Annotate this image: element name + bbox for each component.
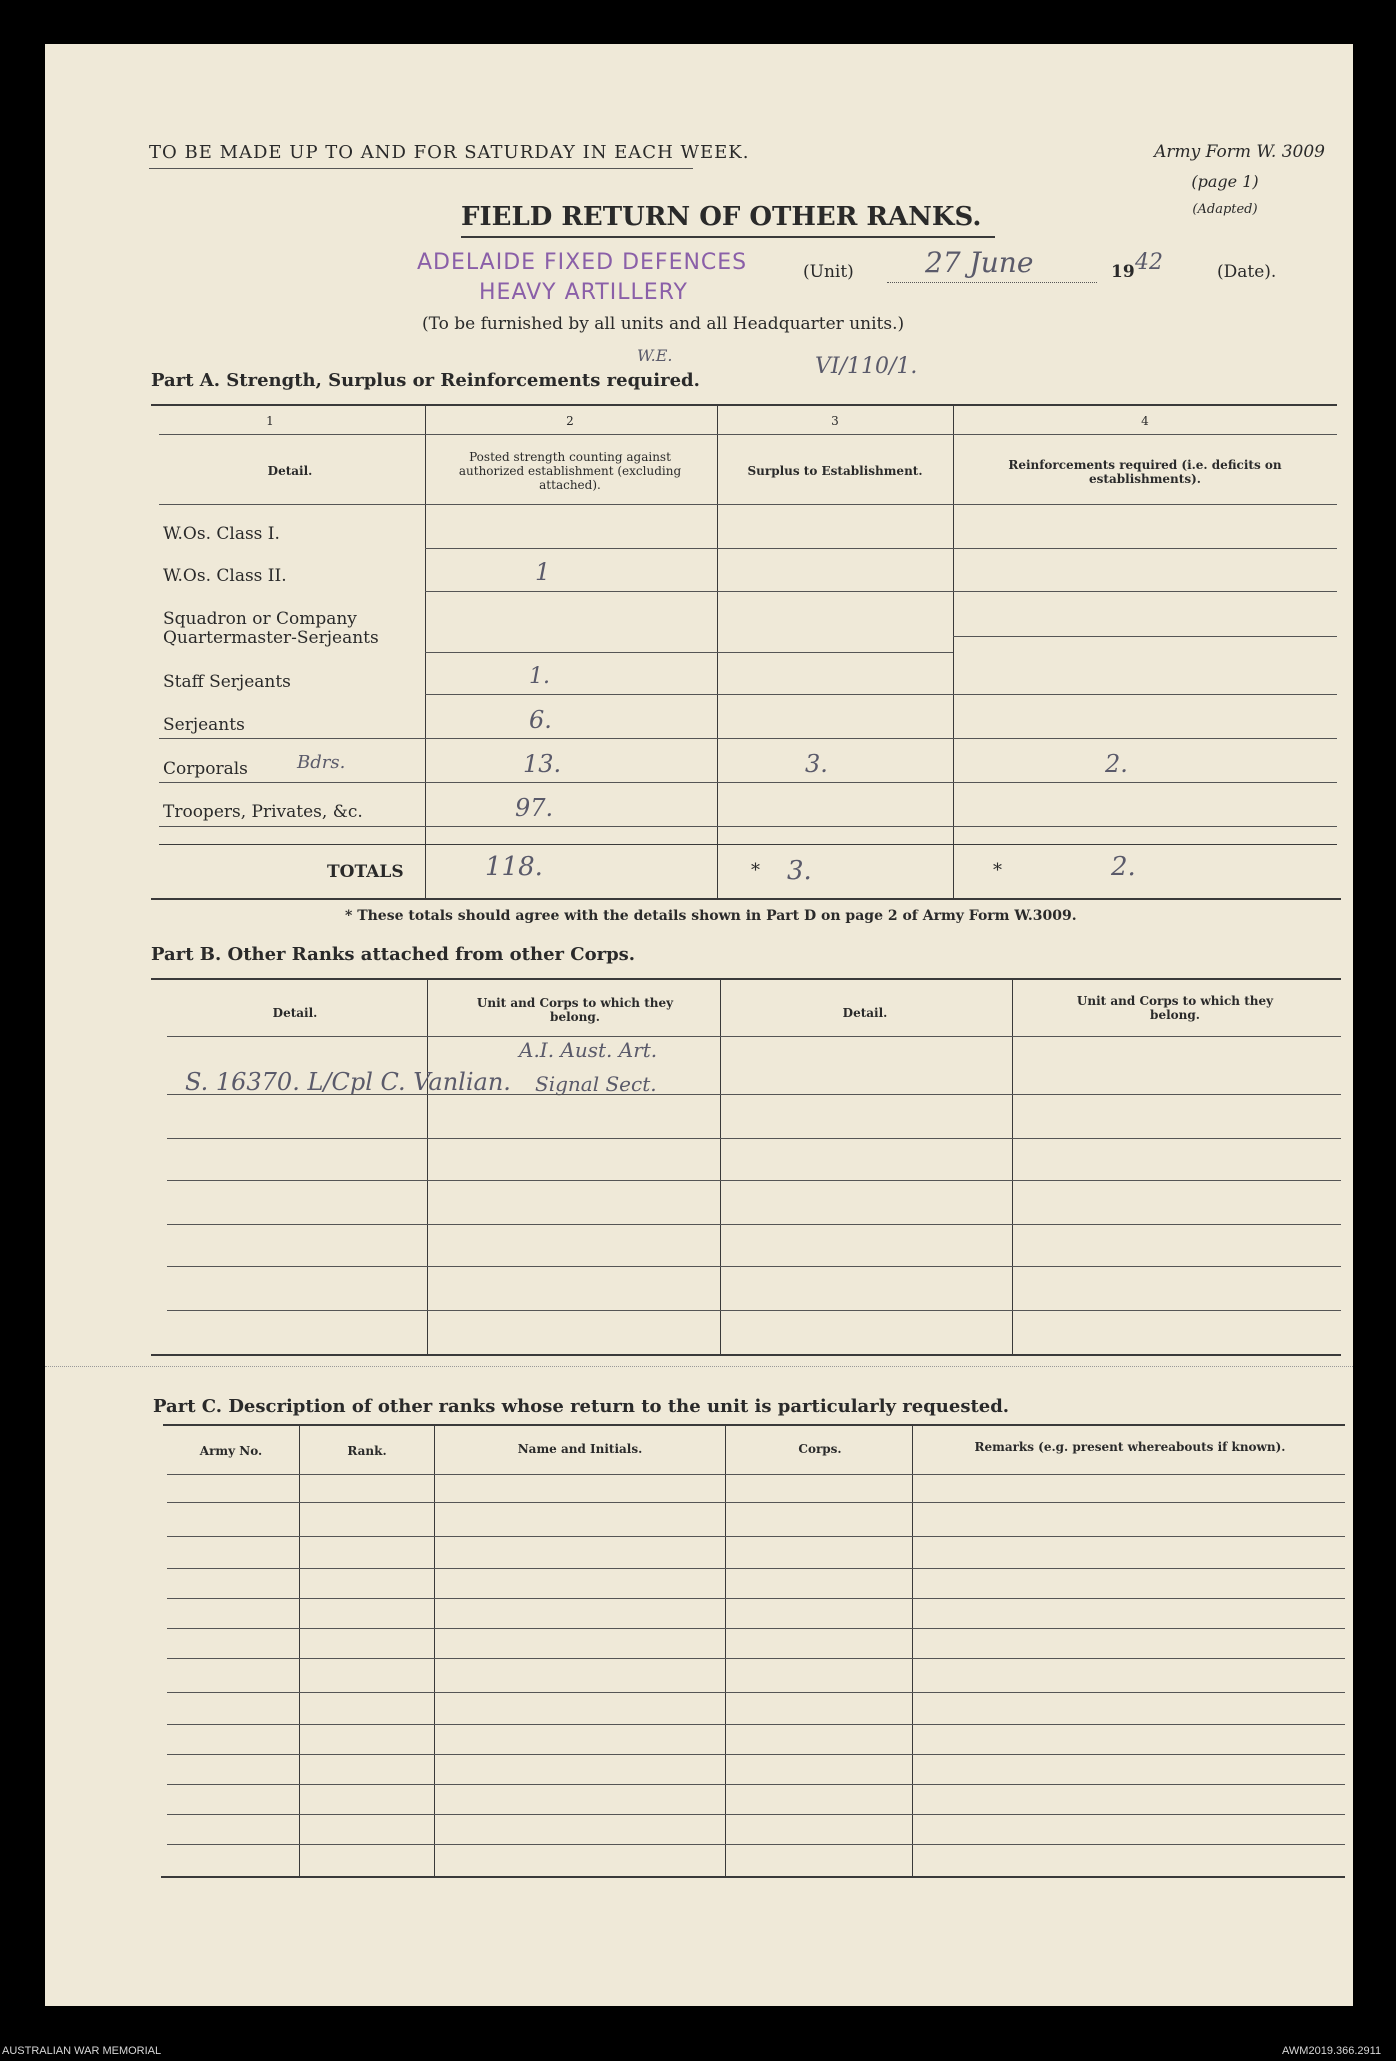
part-b-rule: [167, 1094, 1341, 1095]
title-underline: [461, 236, 995, 238]
posted-value: 13.: [523, 750, 562, 778]
reinforcement-value: 2.: [1105, 750, 1128, 778]
part-c-rule: [167, 1536, 1345, 1537]
instruction-line: TO BE MADE UP TO AND FOR SATURDAY IN EACH WEEK.: [149, 142, 750, 163]
col-number: 4: [1141, 414, 1149, 428]
attached-entry-unit: A.I. Aust. Art.: [519, 1038, 658, 1062]
form-title: FIELD RETURN OF OTHER RANKS.: [461, 202, 982, 232]
part-a-rule: [159, 738, 1337, 739]
furnish-note: (To be furnished by all units and all Headquarter units.): [422, 314, 905, 334]
part-a-col-divider: [717, 404, 718, 898]
unit-label: (Unit): [803, 262, 854, 282]
part-c-header-corps: Corps.: [798, 1442, 842, 1456]
part-b-rule: [167, 1180, 1341, 1181]
row-detail: W.Os. Class II.: [163, 566, 287, 586]
unit-stamp-line1: ADELAIDE FIXED DEFENCES: [417, 250, 748, 275]
part-b-col-divider: [427, 978, 428, 1354]
surplus-value: 3.: [805, 750, 828, 778]
part-b-rule: [167, 1138, 1341, 1139]
part-a-rule: [953, 694, 1337, 695]
ref-handwritten: VI/110/1.: [815, 354, 918, 379]
bdrs-note: Bdrs.: [297, 752, 346, 773]
part-c-rule: [167, 1658, 1345, 1659]
part-c-top-rule: [163, 1424, 1345, 1426]
totals-posted: 118.: [485, 852, 543, 882]
we-handwritten: W.E.: [637, 346, 673, 365]
part-a-rule: [159, 504, 1337, 505]
part-a-rule: [159, 782, 1337, 783]
totals-surplus: 3.: [787, 856, 812, 886]
totals-reinforcements: 2.: [1111, 852, 1136, 882]
form-number: Army Form W. 3009: [1154, 142, 1325, 162]
part-c-header-name: Name and Initials.: [517, 1442, 643, 1456]
part-a-top-rule: [151, 404, 1337, 406]
row-detail: Troopers, Privates, &c.: [163, 802, 363, 822]
part-c-col-divider: [725, 1424, 726, 1876]
totals-footnote: * These totals should agree with the details shown in Part D on page 2 of Army Form W.3009.: [345, 908, 1077, 924]
form-adapted: (Adapted): [1192, 202, 1258, 217]
posted-value: 6.: [529, 706, 552, 734]
part-a-rule: [159, 434, 1337, 435]
attached-entry-unit: Signal Sect.: [535, 1072, 657, 1096]
part-a-rule: [953, 636, 1337, 637]
part-c-col-divider: [299, 1424, 300, 1876]
year-prefix: 19: [1111, 262, 1135, 282]
part-b-bottom-rule: [151, 1354, 1341, 1356]
part-a-rule: [159, 826, 1337, 827]
part-b-col-divider: [1012, 978, 1013, 1354]
col-number: 1: [266, 414, 274, 428]
part-c-header-remarks: Remarks (e.g. present whereabouts if known).: [974, 1440, 1286, 1454]
part-c-rule: [167, 1628, 1345, 1629]
part-a-rule: [425, 548, 1337, 549]
date-label: (Date).: [1217, 262, 1277, 282]
row-detail: Corporals: [163, 759, 248, 779]
row-detail: W.Os. Class I.: [163, 524, 280, 544]
row-detail: Staff Serjeants: [163, 672, 291, 692]
part-c-col-divider: [434, 1424, 435, 1876]
part-b-rule: [167, 1310, 1341, 1311]
perforation-line: [45, 1366, 1353, 1367]
part-b-rule: [167, 1036, 1341, 1037]
instruction-underline: [149, 168, 693, 169]
attached-entry-detail: S. 16370. L/Cpl C. Vanlian.: [185, 1068, 511, 1096]
part-b-title: Part B. Other Ranks attached from other Corps.: [151, 944, 636, 965]
part-c-col-divider: [912, 1424, 913, 1876]
part-b-header-detail: Detail.: [842, 1006, 888, 1020]
row-detail: Squadron or Company Quartermaster-Serjeants: [163, 609, 379, 648]
date-handwritten: 27 June: [925, 246, 1034, 279]
part-b-rule: [167, 1224, 1341, 1225]
totals-asterisk: *: [993, 860, 1002, 881]
posted-value: 1: [535, 558, 551, 586]
part-c-title: Part C. Description of other ranks whose return to the unit is particularly requested.: [153, 1396, 1010, 1417]
part-b-top-rule: [151, 978, 1341, 980]
form-page: [45, 44, 1353, 2006]
col-number: 3: [831, 414, 839, 428]
part-c-rule: [167, 1784, 1345, 1785]
part-a-col-divider: [953, 404, 954, 898]
part-c-rule: [167, 1474, 1345, 1475]
part-b-header-unit: Unit and Corps to which they belong.: [1076, 994, 1274, 1022]
year-handwritten: 42: [1135, 250, 1163, 275]
part-c-rule: [167, 1754, 1345, 1755]
part-a-rule: [159, 844, 1337, 845]
part-c-rule: [167, 1502, 1345, 1503]
part-c-header-rank: Rank.: [347, 1444, 387, 1458]
posted-value: 1.: [529, 664, 550, 689]
unit-stamp-line2: HEAVY ARTILLERY: [479, 280, 688, 305]
part-a-rule: [425, 591, 1337, 592]
part-c-rule: [167, 1568, 1345, 1569]
header-reinforcements: Reinforcements required (i.e. deficits on establishments).: [1008, 458, 1282, 486]
part-a-bottom-rule: [151, 898, 1341, 900]
part-b-col-divider: [720, 978, 721, 1354]
header-surplus: Surplus to Establishment.: [747, 464, 923, 478]
row-detail: Serjeants: [163, 715, 245, 735]
part-c-rule: [167, 1724, 1345, 1725]
part-c-rule: [167, 1692, 1345, 1693]
date-dotted-line: [887, 282, 1097, 283]
part-c-bottom-rule: [161, 1876, 1345, 1878]
part-c-header-army-no: Army No.: [199, 1444, 263, 1458]
part-a-rule: [425, 694, 953, 695]
part-a-title: Part A. Strength, Surplus or Reinforcements required.: [151, 370, 700, 391]
part-c-rule: [167, 1844, 1345, 1845]
part-a-col-divider: [425, 404, 426, 898]
part-b-rule: [167, 1266, 1341, 1267]
footer-source: AUSTRALIAN WAR MEMORIAL: [2, 2045, 162, 2057]
header-detail: Detail.: [267, 464, 313, 478]
form-page-number: (page 1): [1191, 172, 1259, 191]
col-number: 2: [566, 414, 574, 428]
totals-asterisk: *: [751, 860, 760, 881]
part-b-header-unit: Unit and Corps to which they belong.: [476, 996, 674, 1024]
part-b-header-detail: Detail.: [272, 1006, 318, 1020]
part-a-rule: [425, 652, 953, 653]
footer-accession-number: AWM2019.366.2911: [1282, 2045, 1382, 2057]
header-posted-strength: Posted strength counting against authorized establishment (excluding attached).: [458, 450, 682, 492]
part-c-rule: [167, 1814, 1345, 1815]
part-c-rule: [167, 1598, 1345, 1599]
posted-value: 97.: [515, 794, 554, 822]
totals-label: TOTALS: [327, 862, 404, 882]
